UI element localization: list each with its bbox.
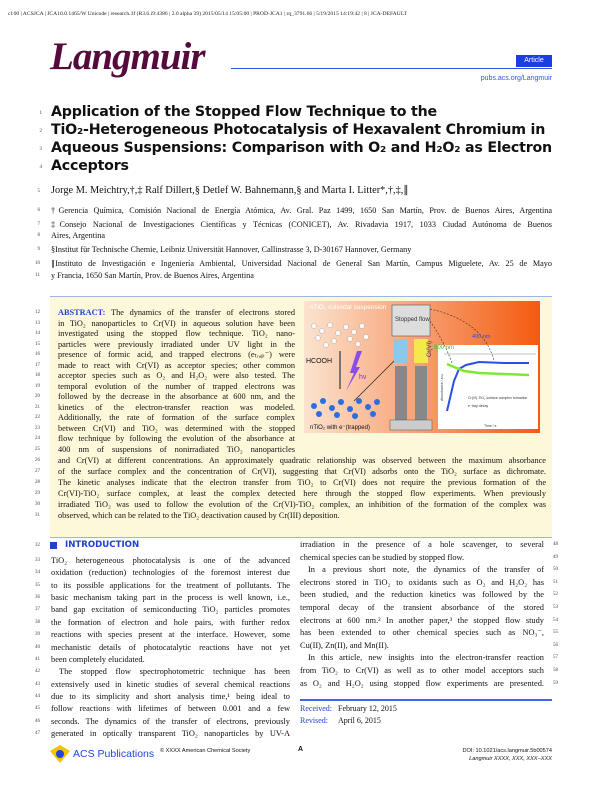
toc-graphic: [304, 301, 552, 433]
line-number: 3: [39, 147, 42, 152]
affiliation: ‡Consejo Nacional de Investigaciones Científicas y Técnicas (CONICET), Av. Rivadavia 1917, 1033 Ciudad Autónoma de Buenos: [51, 220, 552, 229]
abstract-line: 400 nm of suspensions of nonirradiated TiO₂ nanoparticles: [58, 444, 295, 454]
line-number: 57: [553, 655, 558, 661]
line-number: 39: [35, 632, 40, 638]
line-number: 56: [553, 642, 558, 648]
body-line: irradiation in the presence of a hole scavenger, to several: [300, 540, 544, 549]
received-date: [300, 704, 397, 713]
body-line: extensively used in kinetic studies of several chemical reactions: [51, 679, 290, 689]
line-number: 16: [35, 352, 40, 357]
received-label: Received:: [300, 704, 332, 713]
line-number: 5: [37, 189, 40, 194]
publisher-name: ACS Publications: [73, 748, 155, 760]
body-line: generated in optically transparent TiO₂ nanoparticles by UV-A: [51, 729, 290, 739]
line-number: 52: [553, 592, 558, 598]
abstract-line: flow technique by following the evolution of the absorbance at: [58, 434, 295, 443]
body-line: TiO₂ heterogeneous photocatalysis is one of the advanced: [51, 556, 290, 565]
abstract-line: observed, which can be related to the TiO₂ deactivation caused by Cr(III) deposition.: [58, 510, 340, 520]
affiliation: y Francia, 1650 San Martín, Prov. de Buenos Aires, Argentina: [51, 271, 254, 280]
line-number: 30: [35, 501, 40, 507]
line-number: 45: [35, 706, 40, 712]
line-number: 35: [35, 582, 40, 588]
body-line: In this article, new insights into the electron-transfer reaction: [308, 653, 544, 663]
line-number: 29: [35, 490, 40, 496]
graphic-label-hcooh: HCOOH: [306, 358, 333, 365]
body-line: temporal decay of the transient absorbance of the stored: [300, 603, 544, 612]
affiliation: †Gerencia Química, Comisión Nacional de Energía Atómica, Av. Gral. Paz 1499, 1650 San Martín, Prov. de Buenos Aires, Argentina: [51, 206, 552, 215]
line-number: 48: [553, 542, 558, 547]
line-number: 32: [35, 543, 40, 548]
line-number: 18: [35, 373, 40, 378]
dates-rule: [300, 699, 552, 701]
acs-publications-logo: [50, 745, 154, 763]
abstract-line: and Cr(VI) at different concentrations. An approximately quadratic relationship was observed between the maximum absorbance: [58, 456, 546, 465]
graphic-ylabel: Absorbance / a.u.: [440, 373, 444, 401]
abstract-line: irradiated TiO₂ was used to follow the evolution of the Cr(VI)-TiO₂ complex, an inhibition of the formation of the complex was: [58, 499, 546, 509]
author-list: Jorge M. Meichtry,†,‡ Ralf Dillert,§ Detlef W. Bahnemann,§ and Marta I. Litter*,†,‡,∥: [51, 185, 409, 196]
line-number: 17: [35, 362, 40, 368]
line-number: 24: [35, 436, 40, 441]
section-heading-text: INTRODUCTION: [65, 540, 140, 550]
body-line: The stopped flow spectrophotometric technique has been: [59, 667, 290, 677]
body-line: been studied, and the reduction kinetics was followed by the: [300, 590, 544, 600]
body-line: reactions with species present at the interface. However, some: [51, 630, 290, 640]
abstract-line: The kinetic analyses indicate that the electron transfer from TiO₂ to Cr(VI) does not require the previous formation of the: [58, 477, 546, 487]
body-line: electrons at 600 nm.² In another paper,³ the stopped flow study: [300, 615, 544, 625]
line-number: 13: [35, 320, 40, 326]
line-number: 23: [35, 425, 40, 431]
abstract-line: in TiO₂ nanoparticles to Cr(VI) in aqueous solution have been: [58, 318, 295, 328]
body-line: basic mechanism taking part in the process is well known, i.e.,: [51, 593, 290, 603]
line-number: 12: [35, 310, 40, 315]
line-number: 38: [35, 619, 40, 625]
line-number: 25: [35, 446, 40, 452]
body-line: to its possible applications for the treatment of pollutants. The: [51, 580, 290, 590]
body-line: mechanistic details of photocatalytic reactions have not yet: [51, 642, 290, 652]
line-number: 43: [35, 681, 40, 687]
title-line: Aqueous Suspensions: Comparison with O₂ and H₂O₂ as Electron: [51, 140, 552, 156]
abstract-line: ABSTRACT: The dynamics of the transfer of electrons stored: [58, 308, 295, 317]
line-number: 58: [553, 668, 558, 673]
line-number: 36: [35, 595, 40, 601]
body-line: from TiO₂ to Cr(VI) as well as to other model acceptors such: [300, 666, 544, 675]
line-number: 15: [35, 341, 40, 347]
revised-label: Revised:: [300, 716, 328, 725]
line-number: 51: [553, 579, 558, 585]
line-number: 34: [35, 570, 40, 576]
line-number: 11: [35, 273, 40, 278]
body-line: the formation of electron and hole pairs, with further redox: [51, 617, 290, 627]
line-number: 22: [35, 415, 40, 420]
line-number: 59: [553, 680, 558, 686]
section-heading-introduction: [50, 540, 139, 550]
graphic-legend-2: e⁻trap decay: [468, 404, 489, 408]
revised-value: April 6, 2015: [338, 716, 381, 725]
line-number: 37: [35, 607, 40, 613]
line-number: 21: [35, 404, 40, 410]
line-number: 46: [35, 718, 40, 724]
abstract-line: followed by the decrease in the absorbance at 600 nm, and the: [58, 392, 295, 401]
graphic-label-400nm: 400 nm: [472, 334, 491, 340]
abstract-line: Cr(VI)-TiO₂ surface complex, at least the complex detected here through the stopped flow experiments. When previously: [58, 488, 546, 498]
line-number: 31: [35, 512, 40, 518]
graphic-label-600nm: 600 nm: [434, 345, 455, 351]
line-number: 1: [39, 111, 42, 116]
graphic-label-stopped-flow: Stopped flow: [395, 317, 430, 323]
line-number: 47: [35, 731, 40, 737]
abstract-line: presence of formic acid, and trapped electrons (eₜᵣₐₚ⁻) were: [58, 350, 295, 359]
line-number: 42: [35, 669, 40, 675]
line-number: 33: [35, 558, 40, 563]
copyright: © XXXX American Chemical Society: [160, 748, 251, 754]
header-rule: [231, 68, 552, 69]
line-number: 27: [35, 468, 40, 474]
affiliation: §Institut für Technische Chemie, Leibniz Universität Hannover, Callinstrasse 3, D-30167 Hannover, Germany: [51, 245, 412, 254]
line-number: 53: [553, 605, 558, 610]
abstract-line: made to react with Cr(VI) as acceptor species; other common: [58, 360, 295, 370]
line-number: 50: [553, 567, 558, 573]
abstract-line: Additionally, the rate of formation of the surface complex: [58, 413, 295, 422]
acs-hexagon-icon: [50, 745, 70, 763]
line-number: 4: [39, 165, 42, 170]
body-line: seconds. The dynamics of the transfer of electrons, previously: [51, 716, 290, 726]
section-marker-icon: [50, 542, 57, 549]
line-number: 49: [553, 554, 558, 560]
abstract-line: temporal evolution of the number of trapped electrons was: [58, 381, 295, 391]
line-number: 40: [35, 644, 40, 650]
line-number: 26: [35, 458, 40, 463]
abstract-line: particles were previously irradiated under UV light in the: [58, 339, 295, 349]
journal-logo: Langmuir: [50, 35, 205, 78]
body-line: In a previous short note, the dynamics of the transfer of: [308, 565, 544, 575]
body-line: as O₂ and H₂O₂ using stopped flow experiments are presented.: [300, 678, 544, 688]
line-number: 7: [37, 222, 40, 227]
affiliation: Aires, Argentina: [51, 231, 105, 240]
body-line: been completely elucidated.: [51, 654, 145, 664]
citation: Langmuir XXXX, XXX, XXX−XXX: [469, 756, 552, 762]
title-line: Acceptors: [51, 158, 129, 174]
title-line: TiO₂-Heterogeneous Photocatalysis of Hexavalent Chromium in: [51, 122, 546, 138]
line-number: 9: [37, 247, 40, 252]
line-number: 55: [553, 630, 558, 636]
revised-date: [300, 716, 381, 725]
body-line: band gap excitation of semiconducting TiO₂ particles promotes: [51, 605, 290, 615]
body-line: has been extended to other chemical species such as NO₃⁻,: [300, 628, 544, 638]
line-number: 6: [37, 208, 40, 213]
article-badge: Article: [516, 55, 552, 67]
received-value: February 12, 2015: [338, 704, 397, 713]
line-number: 41: [35, 656, 40, 662]
line-number: 8: [37, 233, 40, 238]
line-number: 10: [35, 261, 40, 266]
abstract-line: between Cr(VI) and TiO₂ was determined with the stopped: [58, 423, 295, 433]
line-number: 28: [35, 479, 40, 485]
body-line: electrons stored in TiO₂ to oxidants such as O₂ and H₂O₂ has: [300, 577, 544, 587]
page-letter: A: [298, 746, 304, 753]
line-number: 44: [35, 694, 40, 700]
graphic-label-suspension: nTiO₂ colloidal suspension: [310, 304, 387, 311]
line-number: 54: [553, 617, 558, 623]
line-number: 14: [35, 331, 40, 336]
journal-url[interactable]: pubs.acs.org/Langmuir: [480, 75, 552, 82]
production-slug: cl:00 | ACSJCA | JCA10.0.1465/W Unicode | research.3f (R3.6.i9:4386 | 2.0 alpha 39) 2015/05/14 15:05:00 | PROD-JCA1 | rq_3791.66 | 5/19/2015 14:19:42 | 8 | JCA-DEFAULT: [8, 11, 408, 17]
graphic-label-hv: hν: [359, 374, 367, 381]
graphic-label-trapped: nTiO₂ with e⁻(trapped): [310, 425, 370, 431]
body-line: chemical species can be studied by stopped flow.: [300, 552, 465, 562]
line-number: 2: [39, 129, 42, 134]
body-line: oxidation (reduction) technologies of the foremost interest due: [51, 568, 290, 578]
line-number: 20: [35, 394, 40, 399]
graphic-label-crvi: Cr(VI): [427, 341, 433, 357]
graphic-legend-1: Cr(VI)-TiO₂ surface complex formation: [468, 396, 528, 400]
abstract-line: acceptor species such as O₂ and H₂O₂ were also tested. The: [58, 371, 295, 380]
abstract-label: ABSTRACT:: [58, 308, 112, 317]
body-line: follow reactions with lifetimes of between 0.001 and a few: [51, 704, 290, 714]
title-line: Application of the Stopped Flow Technique to the: [51, 104, 437, 120]
line-number: 19: [35, 383, 40, 389]
graphic-xlabel: Time / s: [484, 424, 497, 428]
affiliation: ∥Instituto de Investigación e Ingeniería Ambiental, Universidad Nacional de General San Martín, Campus Miguelete, Av. 25 de Mayo: [51, 259, 552, 268]
body-line: due to its simplicity and short analysis time,¹ being ideal to: [51, 692, 290, 702]
abstract-line: kinetics of the electron-transfer reaction was modeled.: [58, 402, 295, 412]
abstract-line: investigated using the stopped flow technique. TiO₂ nano-: [58, 329, 295, 338]
doi[interactable]: DOI: 10.1021/acs.langmuir.5b00574: [462, 748, 552, 754]
body-line: Cu(II), Zn(II), and Mn(II).: [300, 640, 389, 650]
abstract-line: of the surface complex and the concentration of Cr(VI), suggesting that Cr(VI) adsorbs onto the TiO₂ surface as dichromate.: [58, 466, 546, 476]
